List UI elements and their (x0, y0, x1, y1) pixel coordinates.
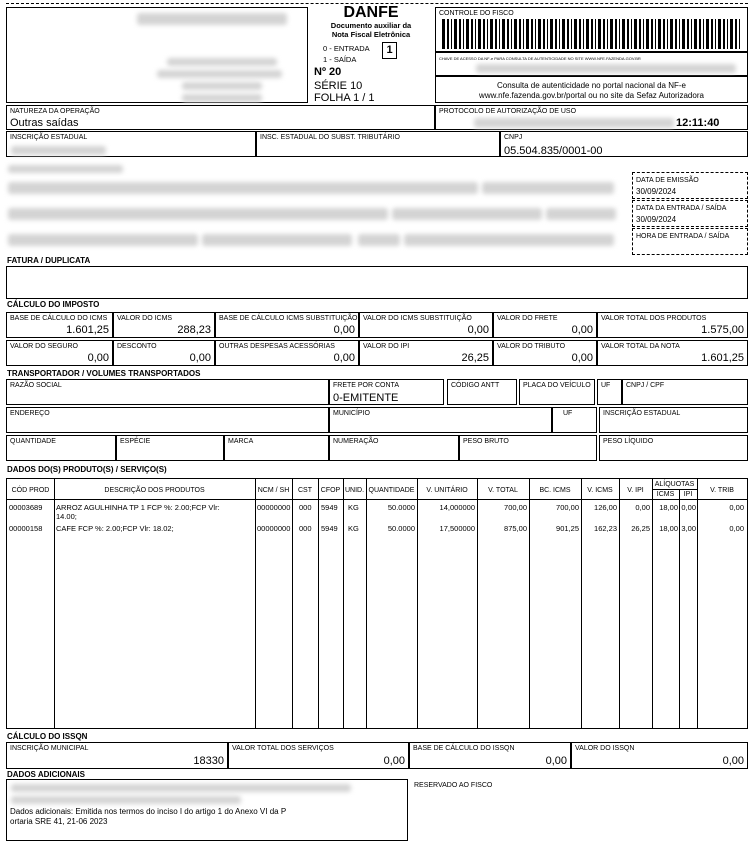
transp-ie (599, 407, 748, 433)
dest-end-redacted (8, 208, 388, 220)
issqn-servicos-label: VALOR TOTAL DOS SERVIÇOS (232, 745, 334, 752)
natureza-value: Outras saídas (10, 117, 79, 129)
issqn-servicos-value: 0,00 (383, 755, 405, 767)
issqn-valor-label: VALOR DO ISSQN (575, 745, 635, 752)
insc-estadual-box (6, 131, 256, 157)
barcode-bar (703, 19, 704, 49)
transp-razao-label: RAZÃO SOCIAL (10, 382, 62, 389)
transp-marca (224, 435, 329, 461)
transp-placa (519, 379, 595, 405)
tipo-box: 1 (382, 42, 397, 59)
barcode-bar (451, 19, 452, 49)
adicionais-redacted-2 (11, 796, 241, 804)
produtos-table (6, 478, 748, 729)
issqn-servicos (228, 742, 409, 769)
reservado-fisco-label: RESERVADO AO FISCO (414, 782, 493, 789)
transp-cnpj-label: CNPJ / CPF (626, 382, 665, 389)
table-row-2-aliq-ipi: 3,00 (681, 524, 696, 533)
table-row-2-desc: CAFE FCP %: 2.00;FCP Vlr: 18.02; (56, 524, 174, 533)
transp-endereco (6, 407, 329, 433)
transp-frete-value: 0-EMITENTE (333, 392, 399, 404)
transp-endereco-label: ENDEREÇO (10, 410, 50, 417)
transp-frete (329, 379, 444, 405)
table-row-2-vtotal: 875,00 (504, 524, 527, 533)
barcode-bar (547, 19, 548, 49)
col-line (477, 479, 478, 728)
table-row-2-cod: 00000158 (9, 524, 43, 533)
imposto-outras-despesas (215, 340, 359, 366)
imposto-value: 0,00 (87, 352, 109, 364)
emitente-phone-redacted (182, 82, 262, 90)
imposto-total-produtos (597, 312, 748, 338)
barcode-bar (471, 19, 473, 49)
dest-cep-redacted (546, 208, 616, 220)
produtos-title: DADOS DO(S) PRODUTO(S) / SERVIÇO(S) (7, 465, 167, 474)
table-row-2-vunit: 17,500000 (439, 524, 475, 533)
barcode-bar (639, 19, 641, 49)
th-aliq: ALÍQUOTAS (654, 481, 695, 488)
imposto-label: VALOR DO FRETE (497, 315, 558, 322)
insc-estadual-redacted (11, 146, 106, 155)
barcode-bar (730, 19, 733, 49)
barcode-bar (526, 19, 529, 49)
table-row-1-cod: 00003689 (9, 503, 43, 512)
dest-uf-redacted (358, 234, 400, 246)
insc-subst-label: INSC. ESTADUAL DO SUBST. TRIBUTÁRIO (260, 134, 400, 141)
barcode-bar (595, 19, 596, 49)
barcode-bar (586, 19, 589, 49)
table-row-1-vunit: 14,000000 (439, 503, 475, 512)
barcode-bar (550, 19, 553, 49)
hora-entrada-box (632, 228, 748, 255)
natureza-box (6, 105, 435, 130)
adicionais-line-1: Dados adicionais: Emitida nos termos do inciso I do artigo 1 do Anexo VI da P (10, 807, 287, 816)
transp-placa-label: PLACA DO VEÍCULO (523, 382, 591, 389)
imposto-label: VALOR DO ICMS SUBSTITUIÇÃO (363, 315, 472, 322)
table-row-1-vipi: 0,00 (635, 503, 650, 512)
th-cod: CÓD PROD (11, 487, 50, 494)
transp-numeracao (329, 435, 459, 461)
transp-quantidade (6, 435, 116, 461)
imposto-label: VALOR DO TRIBUTO (497, 343, 566, 350)
transp-municipio-label: MUNICÍPIO (333, 410, 370, 417)
barcode-bar (670, 19, 673, 49)
th-vicms: V. ICMS (587, 487, 613, 494)
imposto-value: 0,00 (333, 352, 355, 364)
col-line (529, 479, 530, 728)
barcode-bar (507, 19, 509, 49)
transp-uf-label: UF (601, 382, 611, 389)
imposto-value: 288,23 (177, 324, 211, 336)
issqn-base-value: 0,00 (545, 755, 567, 767)
imposto-label: OUTRAS DESPESAS ACESSÓRIAS (219, 343, 335, 350)
barcode-bar (610, 19, 613, 49)
data-emissao-box (632, 172, 748, 199)
issqn-base (409, 742, 571, 769)
data-entrada-box (632, 200, 748, 227)
table-row-1-vtotal: 700,00 (504, 503, 527, 512)
barcode-bar (466, 19, 469, 49)
barcode-bar (538, 19, 541, 49)
produtos-header-divider (7, 499, 747, 500)
barcode (442, 19, 741, 49)
col-line (366, 479, 367, 728)
transp-peso-liquido-label: PESO LÍQUIDO (603, 438, 654, 445)
barcode-bar (699, 19, 701, 49)
imposto-ipi (359, 340, 493, 366)
issqn-base-label: BASE DE CÁLCULO DO ISSQN (413, 745, 515, 752)
col-line (652, 479, 653, 728)
imposto-base-icms (6, 312, 113, 338)
controle-fisco-box (435, 7, 748, 52)
table-row-2-cfop: 5949 (321, 524, 338, 533)
imposto-value: 1.575,00 (701, 324, 744, 336)
imposto-desconto (113, 340, 215, 366)
th-cst: CST (298, 487, 312, 494)
table-row-1-qtd: 50.0000 (387, 503, 415, 512)
cnpj-label: CNPJ (504, 134, 523, 141)
imposto-value: 0,00 (333, 324, 355, 336)
imposto-value: 0,00 (467, 324, 489, 336)
natureza-label: NATUREZA DA OPERAÇÃO (10, 108, 100, 115)
table-row-2-ncm: 00000000 (257, 524, 291, 533)
chave-redacted (476, 64, 736, 73)
barcode-bar (487, 19, 488, 49)
dest-title-redacted (8, 165, 123, 173)
issqn-insc-label: INSCRIÇÃO MUNICIPAL (10, 745, 89, 752)
adicionais-title: DADOS ADICIONAIS (7, 770, 85, 779)
adicionais-line-2: ortaria SRE 41, 21-06 2023 (10, 817, 108, 826)
barcode-bar (579, 19, 581, 49)
barcode-bar (483, 19, 485, 49)
table-row-2-vipi: 26,25 (631, 524, 650, 533)
transp-cnpj (622, 379, 748, 405)
table-row-1-aliq-icms: 18,00 (659, 503, 678, 512)
issqn-valor (571, 742, 748, 769)
transp-razao (6, 379, 329, 405)
transp-quantidade-label: QUANTIDADE (10, 438, 56, 445)
nf-serie: SÉRIE 10 (314, 80, 363, 92)
table-row-2-cst: 000 (299, 524, 312, 533)
barcode-bar (555, 19, 557, 49)
transp-numeracao-label: NUMERAÇÃO (333, 438, 379, 445)
barcode-bar (454, 19, 457, 49)
imposto-label: BASE DE CÁLCULO ICMS SUBSTITUIÇÃO (219, 315, 358, 322)
barcode-bar (718, 19, 721, 49)
barcode-bar (627, 19, 629, 49)
th-qtd: QUANTIDADE (368, 487, 415, 494)
barcode-bar (622, 19, 625, 49)
th-vtotal: V. TOTAL (488, 487, 518, 494)
table-row-1-desc2: 14.00; (56, 512, 77, 521)
barcode-bar (559, 19, 560, 49)
barcode-bar (531, 19, 533, 49)
barcode-bar (663, 19, 665, 49)
barcode-bar (655, 19, 656, 49)
tipo-entrada: 0 - ENTRADA (323, 44, 370, 53)
cnpj-box (500, 131, 748, 157)
col-line (292, 479, 293, 728)
imposto-label: VALOR TOTAL DA NOTA (601, 343, 680, 350)
imposto-base-icms-st (215, 312, 359, 338)
barcode-bar (514, 19, 517, 49)
cnpj-value: 05.504.835/0001-00 (504, 145, 603, 157)
barcode-bar (619, 19, 620, 49)
danfe-title: DANFE (343, 4, 399, 21)
transp-peso-bruto (459, 435, 597, 461)
fatura-title: FATURA / DUPLICATA (7, 256, 91, 265)
table-row-2-vtrib: 0,00 (729, 524, 744, 533)
transp-ie-label: INSCRIÇÃO ESTADUAL (603, 410, 681, 417)
transp-uf (597, 379, 622, 405)
dest-bairro-redacted (392, 208, 542, 220)
issqn-title: CÁLCULO DO ISSQN (7, 732, 88, 741)
barcode-bar (574, 19, 577, 49)
table-row-2-qtd: 50.0000 (387, 524, 415, 533)
data-entrada-label: DATA DA ENTRADA / SAÍDA (636, 205, 727, 212)
dest-mun-redacted (8, 234, 198, 246)
transp-uf2 (552, 407, 597, 433)
nf-numero: Nº 20 (314, 66, 342, 78)
imposto-total-nota (597, 340, 748, 366)
chave-label: CHAVE DE ACESSO DA NF-e PARA CONSULTA DE AUTENTICIDADE NO SITE WWW.NFE.FAZENDA.GOV.BR (439, 56, 641, 61)
col-line (255, 479, 256, 728)
barcode-bar (442, 19, 445, 49)
barcode-bar (706, 19, 709, 49)
table-row-2-unid: KG (348, 524, 359, 533)
imposto-value: 26,25 (461, 352, 489, 364)
table-row-2-bcicms: 901,25 (556, 524, 579, 533)
emitente-box (6, 7, 308, 103)
insc-estadual-label: INSCRIÇÃO ESTADUAL (10, 134, 88, 141)
barcode-bar (571, 19, 572, 49)
transportador-title: TRANSPORTADOR / VOLUMES TRANSPORTADOS (7, 369, 201, 378)
barcode-bar (523, 19, 524, 49)
barcode-bar (658, 19, 661, 49)
barcode-bar (567, 19, 569, 49)
th-bcicms: BC. ICMS (539, 487, 571, 494)
barcode-bar (651, 19, 653, 49)
imposto-value: 0,00 (571, 352, 593, 364)
issqn-insc (6, 742, 228, 769)
fatura-box (6, 266, 748, 299)
th-unid: UNID. (344, 487, 365, 494)
barcode-bar (723, 19, 725, 49)
th-vunit: V. UNITÁRIO (426, 487, 468, 494)
table-row-1-ncm: 00000000 (257, 503, 291, 512)
imposto-label: DESCONTO (117, 343, 157, 350)
imposto-valor-icms (113, 312, 215, 338)
data-emissao-value: 30/09/2024 (636, 187, 677, 196)
issqn-valor-value: 0,00 (722, 755, 744, 767)
barcode-bar (607, 19, 608, 49)
col-line (581, 479, 582, 728)
barcode-bar (643, 19, 644, 49)
dest-cnpj-redacted (482, 182, 614, 194)
col-line (54, 479, 55, 728)
destinatario-area (6, 160, 628, 256)
barcode-bar (634, 19, 637, 49)
barcode-bar (562, 19, 565, 49)
issqn-insc-value: 18330 (193, 755, 224, 767)
adicionais-redacted-1 (11, 784, 351, 792)
nf-folha: FOLHA 1 / 1 (314, 92, 375, 104)
table-row-1-vicms: 126,00 (594, 503, 617, 512)
transp-peso-liquido (599, 435, 748, 461)
table-row-2-vicms: 162,23 (594, 524, 617, 533)
dest-ie-redacted (404, 234, 614, 246)
imposto-label: VALOR DO IPI (363, 343, 410, 350)
protocolo-box (435, 105, 748, 130)
chave-box (435, 52, 748, 76)
adicionais-box (6, 779, 408, 841)
barcode-bar (667, 19, 668, 49)
barcode-bar (615, 19, 617, 49)
consulta-line-2: www.nfe.fazenda.gov.br/portal ou no site da Sefaz Autorizadora (479, 91, 704, 100)
consulta-box (435, 76, 748, 103)
transp-peso-bruto-label: PESO BRUTO (463, 438, 509, 445)
barcode-bar (735, 19, 737, 49)
imposto-valor-icms-st (359, 312, 493, 338)
barcode-bar (687, 19, 689, 49)
barcode-bar (459, 19, 461, 49)
transp-municipio (329, 407, 552, 433)
transp-marca-label: MARCA (228, 438, 254, 445)
data-emissao-label: DATA DE EMISSÃO (636, 177, 699, 184)
barcode-bar (715, 19, 716, 49)
barcode-bar (519, 19, 521, 49)
barcode-bar (739, 19, 740, 49)
barcode-bar (591, 19, 593, 49)
barcode-bar (646, 19, 649, 49)
emitente-city-redacted (157, 70, 282, 78)
imposto-frete (493, 312, 597, 338)
col-line (417, 479, 418, 728)
barcode-bar (447, 19, 449, 49)
th-cfop: CFOP (320, 487, 341, 494)
data-entrada-value: 30/09/2024 (636, 215, 677, 224)
barcode-bar (475, 19, 476, 49)
table-row-1-cst: 000 (299, 503, 312, 512)
barcode-bar (463, 19, 464, 49)
th-aliq-icms: ICMS (656, 491, 675, 498)
dest-name-redacted (8, 182, 478, 194)
col-line (619, 479, 620, 728)
table-row-1-bcicms: 700,00 (556, 503, 579, 512)
transp-especie-label: ESPÉCIE (120, 438, 151, 445)
barcode-bar (535, 19, 536, 49)
imposto-title: CÁLCULO DO IMPOSTO (7, 300, 100, 309)
consulta-line-1: Consulta de autenticidade no portal nacional da NF-e (496, 81, 686, 90)
th-ncm: NCM / SH (257, 487, 290, 494)
barcode-bar (499, 19, 500, 49)
barcode-bar (598, 19, 601, 49)
th-desc: DESCRIÇÃO DOS PRODUTOS (104, 487, 205, 494)
barcode-bar (727, 19, 728, 49)
transp-especie (116, 435, 224, 461)
imposto-tributo (493, 340, 597, 366)
protocolo-redacted (474, 118, 674, 128)
imposto-value: 0,00 (189, 352, 211, 364)
imposto-value: 1.601,25 (701, 352, 744, 364)
imposto-label: VALOR DO SEGURO (10, 343, 78, 350)
col-line (318, 479, 319, 728)
hora-entrada-label: HORA DE ENTRADA / SAÍDA (636, 233, 730, 240)
barcode-bar (691, 19, 692, 49)
imposto-label: BASE DE CÁLCULO DO ICMS (10, 315, 108, 322)
emitente-name-redacted (137, 13, 287, 25)
protocolo-hora: 12:11:40 (676, 117, 720, 129)
barcode-bar (631, 19, 632, 49)
table-row-1-desc: ARROZ AGULHINHA TP 1 FCP %: 2.00;FCP Vlr: (56, 503, 220, 512)
imposto-seguro (6, 340, 113, 366)
barcode-bar (682, 19, 685, 49)
table-row-2-aliq-icms: 18,00 (659, 524, 678, 533)
transp-uf2-label: UF (563, 410, 573, 417)
controle-fisco-label: CONTROLE DO FISCO (439, 10, 514, 17)
dest-fone-redacted (202, 234, 352, 246)
danfe-subtitle-2: Nota Fiscal Eletrônica (331, 30, 411, 39)
table-row-1-aliq-ipi: 0,00 (681, 503, 696, 512)
barcode-bar (490, 19, 493, 49)
barcode-bar (543, 19, 545, 49)
transp-frete-label: FRETE POR CONTA (333, 382, 399, 389)
col-line (343, 479, 344, 728)
barcode-bar (603, 19, 605, 49)
barcode-bar (675, 19, 677, 49)
barcode-bar (511, 19, 512, 49)
th-vtrib: V. TRIB (710, 487, 734, 494)
table-row-1-unid: KG (348, 503, 359, 512)
th-vipi: V. IPI (627, 487, 644, 494)
table-row-1-cfop: 5949 (321, 503, 338, 512)
th-aliq-ipi: IPI (683, 491, 693, 498)
barcode-bar (478, 19, 481, 49)
barcode-bar (711, 19, 713, 49)
tipo-saida: 1 - SAÍDA (323, 55, 357, 64)
col-line (697, 479, 698, 728)
transp-antt (447, 379, 517, 405)
imposto-value: 1.601,25 (66, 324, 109, 336)
table-row-1-vtrib: 0,00 (729, 503, 744, 512)
imposto-value: 0,00 (571, 324, 593, 336)
protocolo-label: PROTOCOLO DE AUTORIZAÇÃO DE USO (439, 108, 577, 115)
barcode-bar (495, 19, 497, 49)
barcode-bar (583, 19, 584, 49)
emitente-address-redacted (167, 58, 277, 66)
insc-subst-box (256, 131, 500, 157)
danfe-subtitle-1: Documento auxiliar da (330, 21, 412, 30)
imposto-label: VALOR DO ICMS (117, 315, 173, 322)
emitente-cep-redacted (182, 94, 262, 102)
imposto-label: VALOR TOTAL DOS PRODUTOS (601, 315, 707, 322)
barcode-bar (502, 19, 505, 49)
barcode-bar (679, 19, 680, 49)
transp-antt-label: CÓDIGO ANTT (451, 382, 500, 389)
barcode-bar (694, 19, 697, 49)
